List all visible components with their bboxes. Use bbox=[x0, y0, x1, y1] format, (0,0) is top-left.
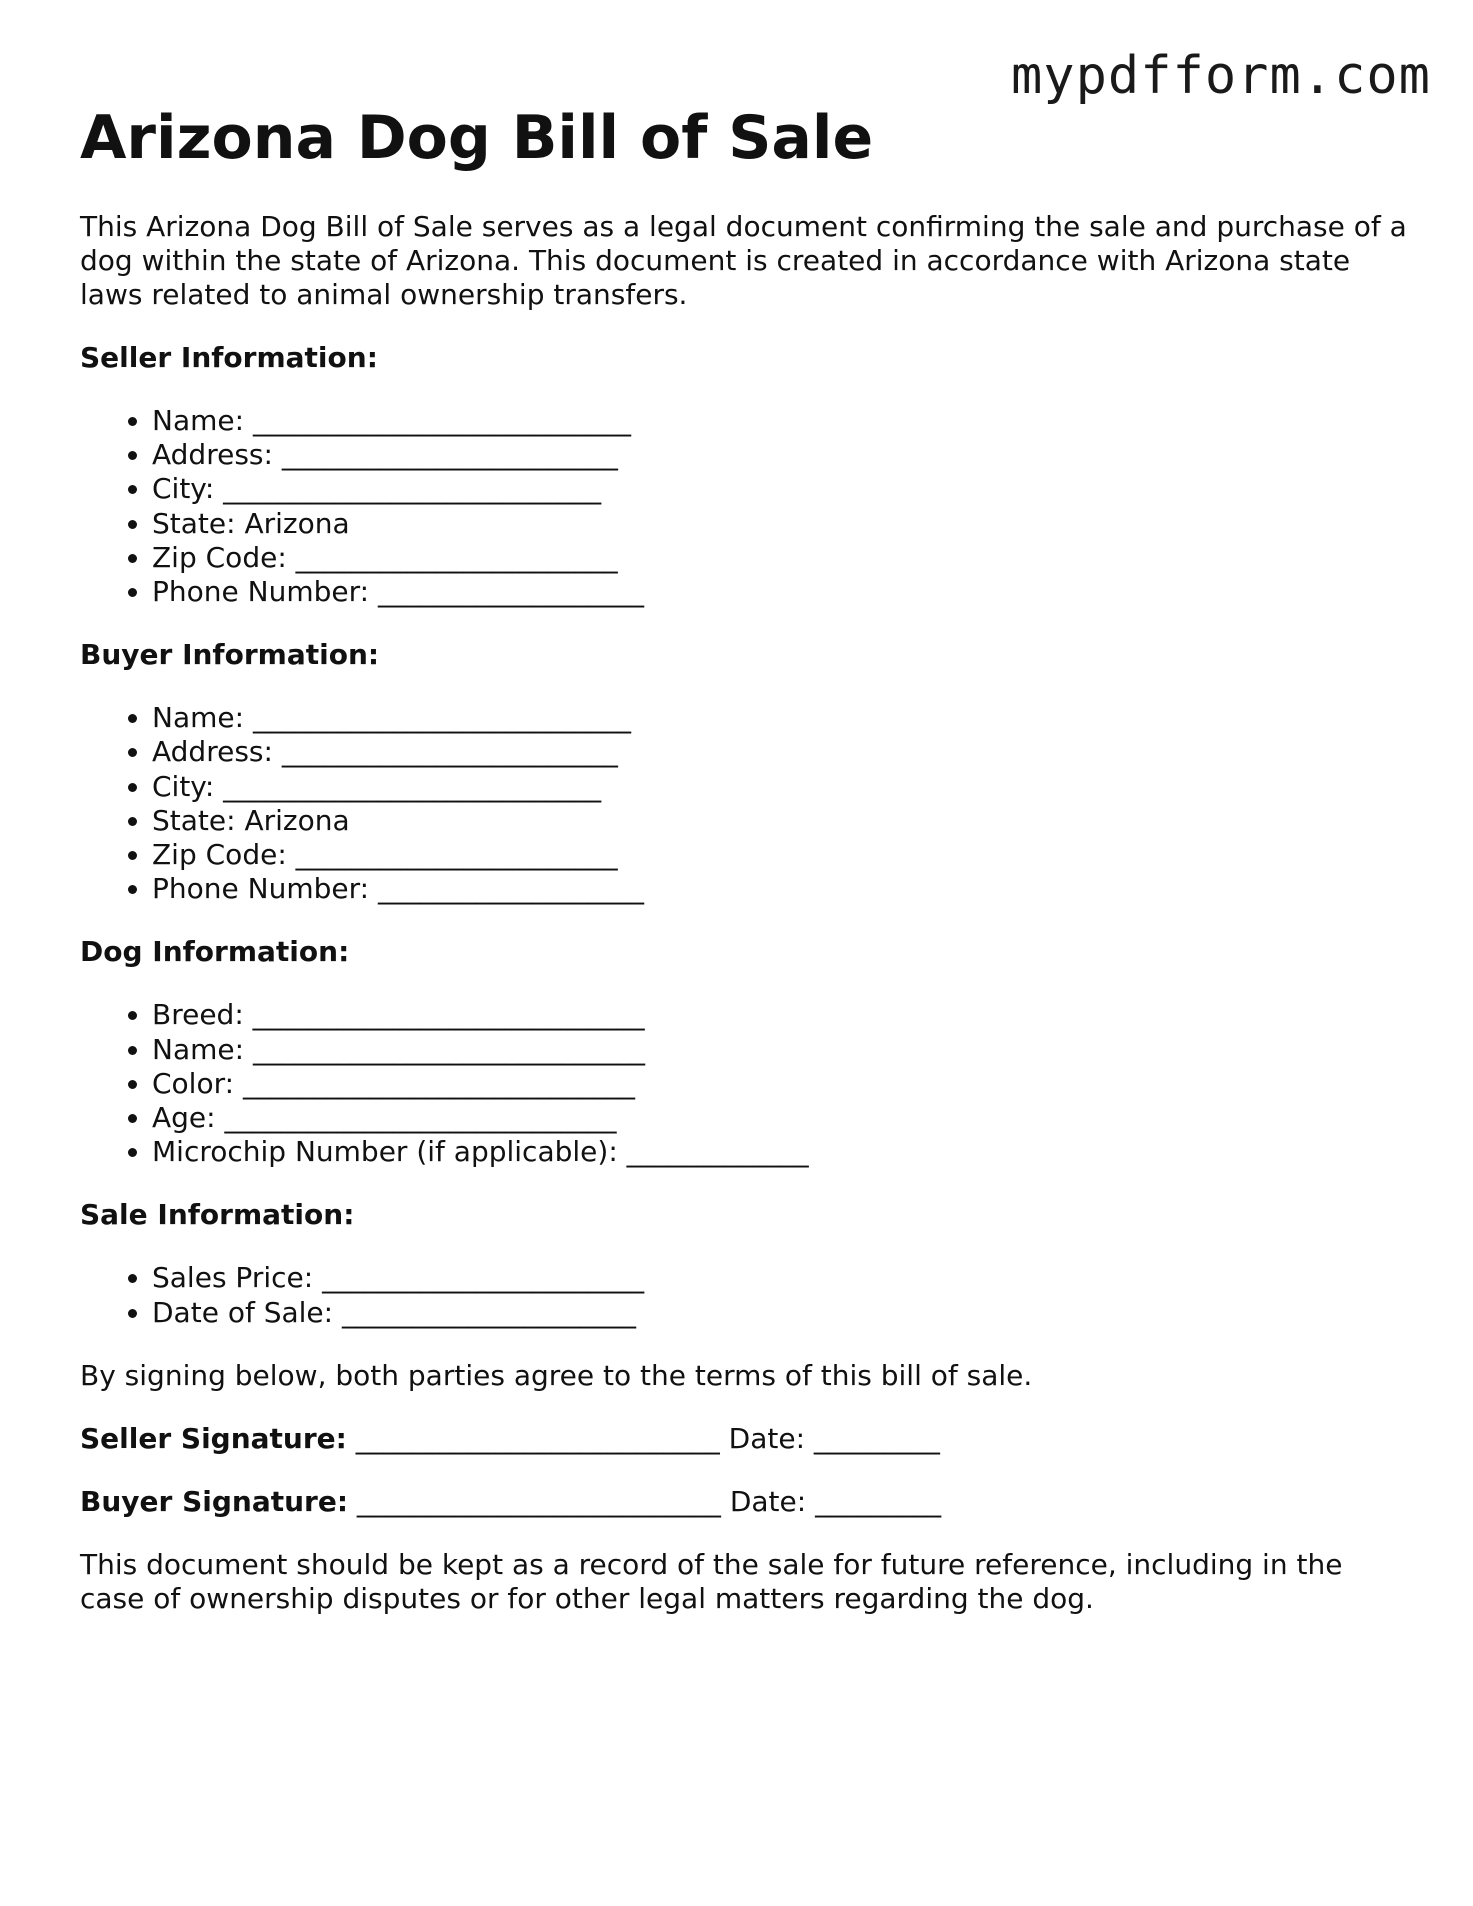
document-page bbox=[80, 100, 1410, 1616]
buyer-city-field: • City: ___________________________ bbox=[152, 770, 1410, 804]
seller-phone-field: • Phone Number: ___________________ bbox=[152, 575, 1410, 609]
buyer-name-field: • Name: ___________________________ bbox=[152, 701, 1410, 735]
buyer-signature-label: Buyer Signature: bbox=[80, 1484, 349, 1518]
seller-signature-label: Seller Signature: bbox=[80, 1421, 347, 1455]
seller-city-field: • City: ___________________________ bbox=[152, 472, 1410, 506]
agreement-statement: By signing below, both parties agree to the terms of this bill of sale. bbox=[80, 1358, 1033, 1392]
seller-signature-line bbox=[80, 1422, 1410, 1456]
buyer-state-field: • State: Arizona bbox=[152, 804, 1410, 838]
buyer-section-heading: Buyer Information: bbox=[80, 638, 380, 672]
seller-state-field: • State: Arizona bbox=[152, 507, 1410, 541]
seller-name-field: • Name: ___________________________ bbox=[152, 404, 1410, 438]
buyer-info-list bbox=[80, 701, 1410, 906]
sale-info-list bbox=[80, 1261, 1410, 1329]
sale-price-field: • Sales Price: _______________________ bbox=[152, 1261, 1410, 1295]
seller-zip-field: • Zip Code: _______________________ bbox=[152, 541, 1410, 575]
dog-section-heading: Dog Information: bbox=[80, 935, 350, 969]
seller-info-list bbox=[80, 404, 1410, 609]
buyer-signature-blank: __________________________ Date: _________ bbox=[348, 1484, 942, 1518]
page-title: Arizona Dog Bill of Sale bbox=[80, 103, 874, 173]
sale-date-field: • Date of Sale: _____________________ bbox=[152, 1296, 1410, 1330]
buyer-address-field: • Address: ________________________ bbox=[152, 735, 1410, 769]
buyer-signature-line bbox=[80, 1485, 1410, 1519]
seller-signature-blank: __________________________ Date: _________ bbox=[346, 1421, 940, 1455]
dog-color-field: • Color: ____________________________ bbox=[152, 1067, 1410, 1101]
dog-microchip-field: • Microchip Number (if applicable): _____________ bbox=[152, 1135, 1410, 1169]
dog-age-field: • Age: ____________________________ bbox=[152, 1101, 1410, 1135]
seller-section-heading: Seller Information: bbox=[80, 341, 378, 374]
dog-info-list bbox=[80, 998, 1410, 1169]
watermark: mypdfform.com bbox=[1011, 46, 1431, 106]
seller-address-field: • Address: ________________________ bbox=[152, 438, 1410, 472]
buyer-zip-field: • Zip Code: _______________________ bbox=[152, 838, 1410, 872]
intro-paragraph: This Arizona Dog Bill of Sale serves as a legal document confirming the sale and purchase of a dog within the state of Arizona. This document is created in accordance with Arizona state laws related to animal ownership transfers. bbox=[80, 210, 1407, 311]
footer-note: This document should be kept as a record of the sale for future reference, including in the case of ownership disputes or for other legal matters regarding the dog. bbox=[80, 1547, 1343, 1615]
buyer-phone-field: • Phone Number: ___________________ bbox=[152, 872, 1410, 906]
dog-breed-field: • Breed: ____________________________ bbox=[152, 998, 1410, 1032]
sale-section-heading: Sale Information: bbox=[80, 1198, 355, 1232]
dog-name-field: • Name: ____________________________ bbox=[152, 1033, 1410, 1067]
